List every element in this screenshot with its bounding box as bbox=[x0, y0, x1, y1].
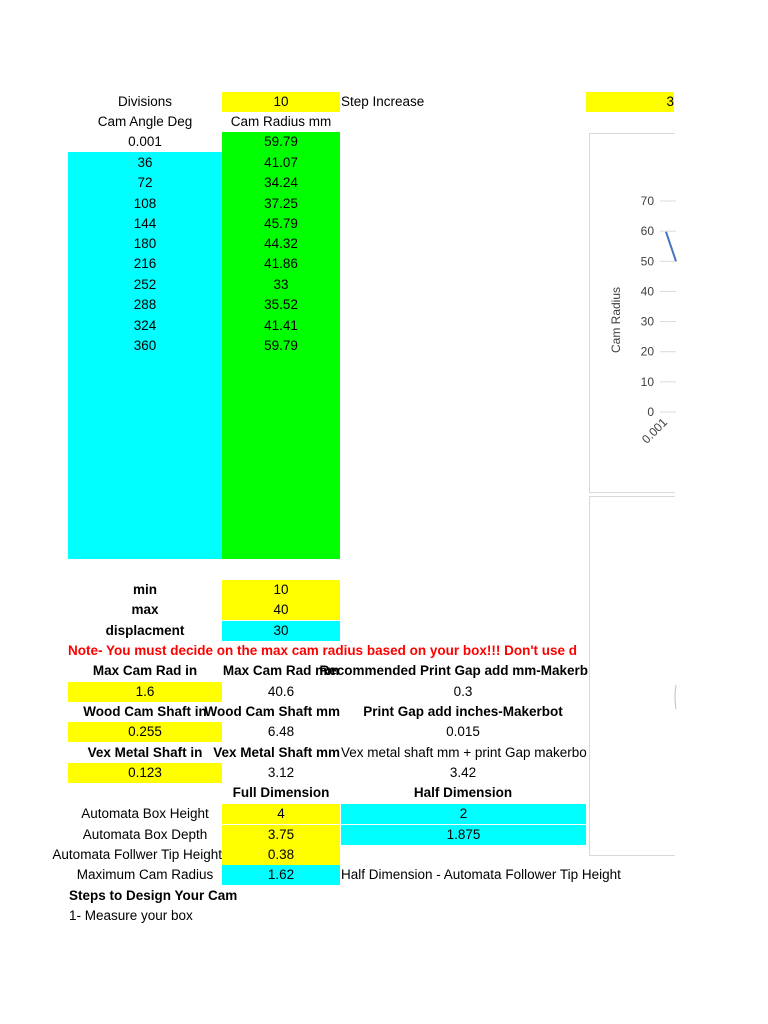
max-cam-rad-in-label: Max Cam Rad in bbox=[92, 663, 198, 678]
max-cam-radius-label: Maximum Cam Radius bbox=[76, 867, 214, 882]
max-cam-rad-in-cell[interactable]: 1.6 bbox=[68, 682, 222, 702]
box-depth-label: Automata Box Depth bbox=[82, 827, 208, 842]
divisions-label: Divisions bbox=[117, 94, 172, 109]
wood-shaft-mm-label: Wood Cam Shaft mm bbox=[204, 704, 340, 719]
y-tick-label: 60 bbox=[640, 224, 654, 239]
radius-cell[interactable]: 44.32 bbox=[264, 236, 298, 251]
full-dimension-header: Full Dimension bbox=[232, 785, 330, 800]
max-cell[interactable]: 40 bbox=[222, 600, 340, 620]
tip-height-label: Automata Follwer Tip Height bbox=[52, 847, 222, 862]
vex-shaft-gap-label: Vex metal shaft mm + print Gap makerbo bbox=[341, 745, 587, 760]
max-cam-rad-mm-label: Max Cam Rad mm bbox=[222, 663, 340, 678]
y-tick-label: 70 bbox=[640, 194, 654, 208]
angle-cell[interactable]: 0.001 bbox=[128, 134, 162, 149]
warning-note: Note- You must decide on the max cam radius based on your box!!! Don't use d bbox=[68, 643, 578, 658]
second-chart-svg bbox=[590, 497, 675, 855]
radius-cell[interactable]: 41.41 bbox=[264, 318, 298, 333]
cam-angle-header: Cam Angle Deg bbox=[97, 114, 193, 129]
vex-shaft-mm-label: Vex Metal Shaft mm bbox=[213, 745, 340, 760]
cam-radius-chart[interactable] bbox=[589, 133, 675, 493]
divisions-cell[interactable]: 10 bbox=[222, 92, 340, 112]
step-1: 1- Measure your box bbox=[69, 908, 193, 923]
box-depth-half-cell[interactable]: 1.875 bbox=[341, 825, 586, 845]
box-height-label: Automata Box Height bbox=[81, 806, 209, 821]
x-tick-label: 0.001 bbox=[638, 415, 671, 447]
y-tick-label: 40 bbox=[640, 284, 654, 299]
wood-shaft-in-label: Wood Cam Shaft in bbox=[83, 704, 207, 719]
box-height-half-cell[interactable]: 2 bbox=[341, 804, 586, 824]
min-label: min bbox=[132, 582, 157, 597]
radius-cell[interactable]: 34.24 bbox=[264, 175, 298, 190]
angle-cell[interactable]: 324 bbox=[133, 318, 157, 333]
step-increase-label: Step Increase bbox=[341, 94, 425, 109]
displacement-cell[interactable]: 30 bbox=[222, 621, 340, 641]
vex-shaft-in-cell[interactable]: 0.123 bbox=[68, 763, 222, 783]
y-tick-label: 30 bbox=[640, 314, 654, 329]
box-depth-full-cell[interactable]: 3.75 bbox=[222, 825, 340, 845]
print-gap-in-cell[interactable]: 0.015 bbox=[446, 724, 480, 739]
step-increase-cell[interactable]: 3 bbox=[586, 92, 674, 112]
max-cam-rad-mm-cell[interactable]: 40.6 bbox=[267, 684, 295, 699]
max-cam-radius-cell[interactable]: 1.62 bbox=[222, 865, 340, 885]
radius-cell[interactable]: 59.79 bbox=[264, 338, 298, 353]
vex-shaft-gap-cell[interactable]: 3.42 bbox=[449, 765, 477, 780]
angle-cell[interactable]: 216 bbox=[133, 256, 157, 271]
y-tick-label: 0 bbox=[647, 405, 654, 419]
vex-shaft-mm-cell[interactable]: 3.12 bbox=[267, 765, 295, 780]
box-height-full-cell[interactable]: 4 bbox=[222, 804, 340, 824]
max-cam-radius-formula: Half Dimension - Automata Follower Tip Height bbox=[341, 867, 621, 882]
tip-height-full-cell[interactable]: 0.38 bbox=[222, 845, 340, 865]
angle-cell[interactable]: 144 bbox=[133, 216, 157, 231]
print-gap-in-label: Print Gap add inches-Makerbot bbox=[363, 704, 563, 719]
wood-shaft-in-cell[interactable]: 0.255 bbox=[68, 722, 222, 742]
angle-cell[interactable]: 72 bbox=[137, 175, 153, 190]
angle-cell[interactable]: 180 bbox=[133, 236, 157, 251]
angle-cell[interactable]: 108 bbox=[133, 196, 157, 211]
wood-shaft-mm-cell[interactable]: 6.48 bbox=[267, 724, 295, 739]
y-axis-label: Cam Radius bbox=[609, 286, 623, 354]
cam-radius-header: Cam Radius mm bbox=[230, 114, 332, 129]
radius-cell[interactable]: 41.86 bbox=[264, 256, 298, 271]
angle-cell[interactable]: 252 bbox=[133, 277, 157, 292]
displacement-label: displacment bbox=[105, 623, 185, 638]
second-chart[interactable] bbox=[589, 496, 675, 856]
chart-arc-mark bbox=[675, 685, 676, 709]
radius-cell[interactable]: 59.79 bbox=[264, 134, 298, 149]
series-line bbox=[666, 232, 676, 262]
cam-radius-chart-svg bbox=[590, 134, 675, 492]
half-dimension-header: Half Dimension bbox=[413, 785, 513, 800]
angle-cell[interactable]: 36 bbox=[137, 155, 153, 170]
print-gap-mm-label: Recommended Print Gap add mm-Makerb bbox=[319, 663, 588, 678]
min-cell[interactable]: 10 bbox=[222, 580, 340, 600]
radius-cell[interactable]: 41.07 bbox=[264, 155, 298, 170]
max-label: max bbox=[131, 602, 159, 617]
vex-shaft-in-label: Vex Metal Shaft in bbox=[87, 745, 203, 760]
angle-cell[interactable]: 360 bbox=[133, 338, 157, 353]
radius-cell[interactable]: 35.52 bbox=[264, 297, 298, 312]
radius-cell[interactable]: 37.25 bbox=[264, 196, 298, 211]
radius-cell[interactable]: 33 bbox=[273, 277, 289, 292]
radius-cell[interactable]: 45.79 bbox=[264, 216, 298, 231]
steps-title: Steps to Design Your Cam bbox=[69, 888, 238, 903]
print-gap-mm-cell[interactable]: 0.3 bbox=[453, 684, 473, 699]
y-tick-label: 20 bbox=[640, 344, 654, 359]
angle-cell[interactable]: 288 bbox=[133, 297, 157, 312]
y-tick-label: 10 bbox=[640, 374, 654, 389]
y-tick-label: 50 bbox=[640, 254, 654, 269]
